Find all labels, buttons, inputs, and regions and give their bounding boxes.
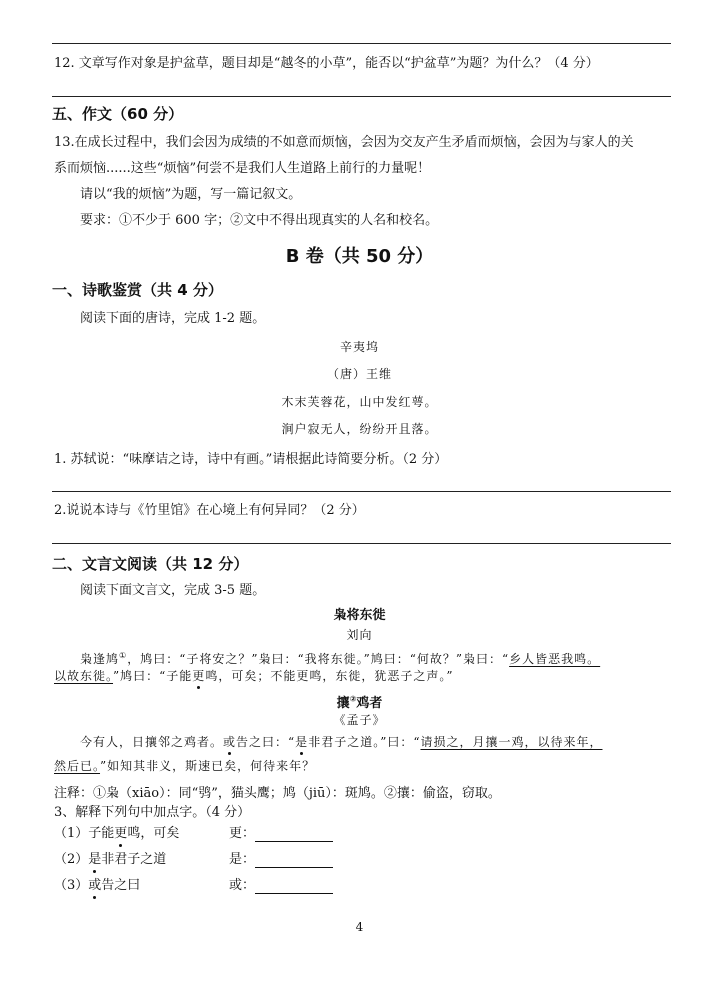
poem-title: 辛夷坞 (339, 340, 379, 354)
poem-author: （唐）王维 (326, 367, 392, 381)
question-3: 3、解释下列句中加点字。（4 分） (54, 805, 251, 820)
answer-blank-3[interactable] (255, 881, 333, 894)
text-2-author: 《孟子》 (333, 713, 386, 727)
page-number: 4 (355, 920, 364, 934)
text-1-line-1: 枭逢鸠①，鸠曰：“子将安之？”枭曰：“我将东徙。”鸠曰：“何故？”枭曰：“乡人皆恶我鸣。 (80, 651, 601, 666)
answer-line-q1 (52, 491, 671, 492)
underlined-sentence-3: 请损之，月攘一鸡，以待来年， (420, 735, 603, 749)
q3-item-3-answer: 或： (229, 878, 333, 894)
answer-line-q2 (52, 543, 671, 544)
poem-line-2: 涧户寂无人，纷纷开且落。 (281, 422, 438, 436)
poetry-section-heading: 一、诗歌鉴赏（共 4 分） (52, 281, 223, 299)
q3-item-1-dotted-char: 更 (114, 826, 128, 841)
poetry-question-2: 2.说说本诗与《竹里馆》在心境上有何异同？（2 分） (54, 503, 365, 518)
section-5-heading: 五、作文（60 分） (52, 105, 184, 123)
q3-item-2-dotted-char: 是 (88, 852, 102, 867)
q3-item-3-dotted-char: 或 (88, 878, 102, 893)
text-2-line-2: 然后已。”如知其非义，斯速已矣，何待来年？ (54, 759, 316, 773)
poetry-intro: 阅读下面的唐诗，完成 1-2 题。 (80, 311, 266, 326)
underlined-sentence-2: 以故东徙。 (54, 669, 114, 683)
q3-item-3: （3）或告之曰 (54, 878, 141, 893)
dotted-char-huo: 或 (223, 735, 237, 749)
question-12: 12. 文章写作对象是护盆草，题目却是“越冬的小草”，能否以“护盆草”为题？为什么？（4 分） (54, 56, 599, 71)
text-2-title: 攘②鸡者 (336, 694, 383, 711)
text-1-line-2: 以故东徙。”鸠曰：“子能更鸣，可矣；不能更鸣，东徙，犹恶子之声。” (54, 669, 454, 683)
q3-item-2: （2）是非君子之道 (54, 852, 167, 867)
text-2-line-1: 今有人，日攘邻之鸡者。或告之曰：“是非君子之道。”曰：“请损之，月攘一鸡，以待来年， (80, 735, 603, 749)
answer-blank-1[interactable] (255, 829, 333, 842)
poetry-question-1: 1. 苏轼说：“味摩诘之诗，诗中有画。”请根据此诗简要分析。（2 分） (54, 452, 448, 467)
dotted-char-geng: 更 (192, 669, 206, 683)
q3-item-1-answer: 更： (229, 826, 333, 842)
top-divider (52, 43, 671, 44)
classical-section-heading: 二、文言文阅读（共 12 分） (52, 555, 249, 573)
underlined-sentence-4: 然后已。 (54, 759, 101, 773)
essay-requirements: 要求：①不少于 600 字；②文中不得出现真实的人名和校名。 (80, 213, 439, 228)
dotted-char-shi: 是 (295, 735, 309, 749)
text-1-title: 枭将东徙 (333, 608, 386, 623)
poem-line-1: 木末芙蓉花，山中发红萼。 (281, 395, 438, 409)
annotation-notes: 注释：①枭（xiāo）：同“鸮”，猫头鹰；鸠（jiū）：斑鸠。②攘：偷盗，窃取。 (54, 786, 501, 801)
q3-item-1: （1）子能更鸣，可矣 (54, 826, 180, 841)
part-b-title: B 卷（共 50 分） (285, 246, 434, 267)
answer-blank-2[interactable] (255, 855, 333, 868)
underlined-sentence-1: 乡人皆恶我鸣。 (509, 652, 601, 666)
essay-prompt-line-2: 系而烦恼......这些“烦恼”何尝不是我们人生道路上前行的力量呢！ (54, 161, 431, 176)
answer-line-q12 (52, 96, 671, 97)
q3-item-2-answer: 是： (229, 852, 333, 868)
classical-intro: 阅读下面文言文，完成 3-5 题。 (80, 583, 266, 598)
essay-title-instruction: 请以“我的烦恼”为题，写一篇记叙文。 (80, 187, 302, 202)
essay-prompt-line-1: 13.在成长过程中，我们会因为成绩的不如意而烦恼，会因为交友产生矛盾而烦恼，会因为与家人的关 (54, 135, 634, 150)
text-1-author: 刘向 (346, 628, 373, 642)
